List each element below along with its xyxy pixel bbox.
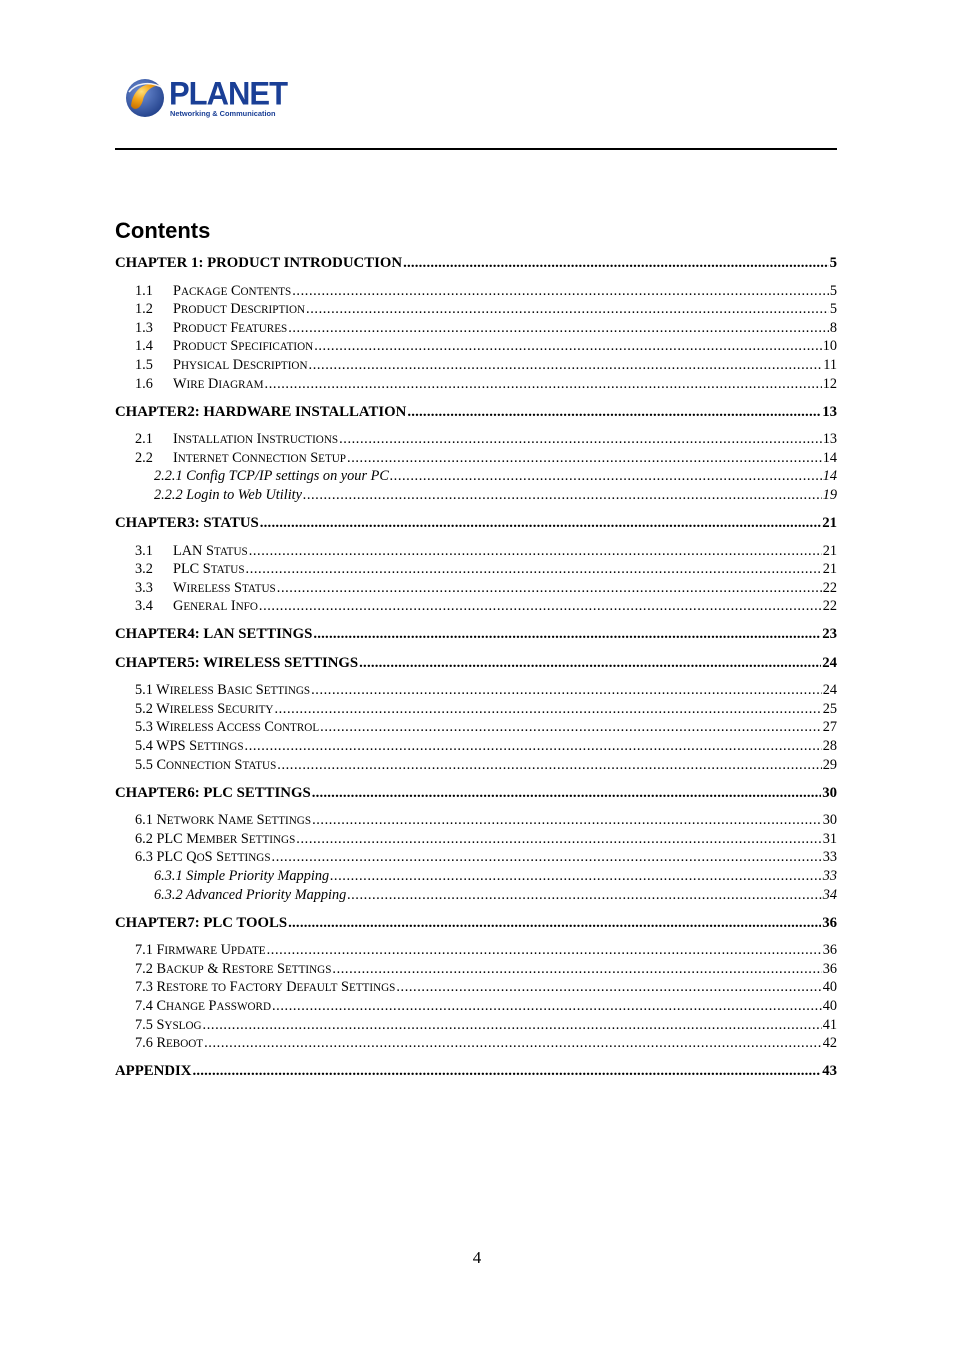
dot-leader — [274, 700, 821, 719]
toc-entry-label: CHAPTER2: HARDWARE INSTALLATION — [115, 403, 407, 420]
toc-section-entry[interactable] — [115, 756, 837, 775]
toc-page-number: 41 — [822, 1016, 837, 1033]
toc-page-number: 22 — [822, 579, 837, 596]
dot-leader — [249, 542, 822, 561]
toc-entry-label: CHAPTER3: STATUS — [115, 514, 259, 531]
toc-chapter-entry[interactable] — [115, 913, 837, 933]
toc-chapter-entry[interactable] — [115, 402, 837, 422]
toc-chapter-entry[interactable] — [115, 1061, 837, 1081]
dot-leader — [277, 756, 821, 775]
toc-page-number: 11 — [823, 356, 837, 373]
toc-chapter-entry[interactable] — [115, 783, 837, 803]
toc-chapter-entry[interactable] — [115, 513, 837, 533]
toc-section-entry[interactable] — [115, 700, 837, 719]
toc-entry-number: 3.1 — [135, 542, 153, 559]
toc-entry-number: 1.1 — [135, 282, 153, 299]
dot-leader — [339, 430, 822, 449]
toc-section-entry[interactable] — [115, 542, 837, 561]
toc-section-entry[interactable] — [115, 978, 837, 997]
toc-page-number: 28 — [822, 738, 837, 755]
dot-leader — [260, 513, 821, 533]
toc-section-entry[interactable] — [115, 430, 837, 449]
toc-entry-number: 1.3 — [135, 319, 153, 336]
toc-page-number: 43 — [822, 1063, 837, 1080]
toc-section-entry[interactable] — [115, 737, 837, 756]
toc-entry-label: 5.2 WIRELESS SECURITY — [135, 700, 274, 717]
toc-chapter-entry[interactable] — [115, 253, 837, 273]
toc-page-number: 27 — [822, 719, 837, 736]
toc-entry-label: 6.2 PLC MEMBER SETTINGS — [135, 830, 296, 847]
toc-entry-label: PLC STATUS — [173, 561, 245, 578]
toc-section-entry[interactable] — [115, 560, 837, 579]
toc-entry-label: CHAPTER6: PLC SETTINGS — [115, 784, 311, 801]
toc-entry-label: 5.1 WIRELESS BASIC SETTINGS — [135, 682, 311, 699]
toc-entry-label: CHAPTER 1: PRODUCT INTRODUCTION — [115, 255, 403, 271]
toc-page-number: 33 — [822, 867, 837, 884]
toc-page-number: 22 — [822, 598, 837, 615]
toc-page-number: 24 — [822, 654, 837, 671]
toc-entry-label: PRODUCT DESCRIPTION — [173, 301, 306, 318]
toc-entry-number: 1.4 — [135, 338, 153, 355]
dot-leader — [403, 253, 829, 273]
toc-chapter-entry[interactable] — [115, 653, 837, 673]
toc-page-number: 42 — [822, 1035, 837, 1052]
toc-page-number: 36 — [822, 960, 837, 977]
toc-page-number: 36 — [822, 914, 837, 931]
toc-page-number: 34 — [822, 886, 837, 903]
toc-page-number: 5 — [829, 282, 837, 299]
toc-section-entry[interactable] — [115, 282, 837, 301]
dot-leader — [267, 941, 822, 960]
toc-entry-label: 6.3.2 Advanced Priority Mapping — [154, 886, 347, 903]
dot-leader — [320, 718, 822, 737]
dot-leader — [359, 653, 821, 673]
toc-page-number: 8 — [829, 319, 837, 336]
dot-leader — [312, 783, 822, 803]
toc-section-entry[interactable] — [115, 960, 837, 979]
table-of-contents — [115, 253, 837, 1081]
toc-entry-label: WIRE DIAGRAM — [173, 375, 264, 392]
toc-entry-label: INTERNET CONNECTION SETUP — [173, 449, 347, 466]
dot-leader — [314, 337, 822, 356]
toc-section-entry[interactable] — [115, 319, 837, 338]
dot-leader — [313, 624, 821, 644]
toc-entry-label: 7.3 RESTORE TO FACTORY DEFAULT SETTINGS — [135, 979, 396, 996]
toc-entry-label: GENERAL INFO — [173, 598, 258, 615]
toc-entry-label: 7.2 BACKUP & RESTORE SETTINGS — [135, 960, 332, 977]
toc-section-entry[interactable] — [115, 1016, 837, 1035]
toc-page-number: 31 — [822, 830, 837, 847]
toc-page-number: 10 — [822, 338, 837, 355]
toc-entry-label: 2.2.1 Config TCP/IP settings on your PC — [154, 468, 389, 485]
toc-entry-label: CHAPTER5: WIRELESS SETTINGS — [115, 654, 359, 671]
toc-entry-label: 6.3.1 Simple Priority Mapping — [154, 867, 330, 884]
dot-leader — [245, 737, 822, 756]
toc-entry-label: 5.3 WIRELESS ACCESS CONTROL — [135, 719, 320, 736]
toc-entry-label: CHAPTER4: LAN SETTINGS — [115, 626, 313, 643]
dot-leader — [265, 375, 822, 394]
dot-leader — [332, 960, 821, 979]
toc-entry-number: 3.4 — [135, 598, 153, 615]
logo-tagline: Networking & Communication — [170, 109, 276, 118]
toc-page-number: 13 — [822, 403, 837, 420]
toc-page-number: 24 — [822, 682, 837, 699]
dot-leader — [330, 867, 822, 886]
toc-section-entry[interactable] — [115, 941, 837, 960]
logo-wordmark: PLANET — [169, 74, 287, 112]
toc-entry-label: APPENDIX — [115, 1063, 192, 1080]
toc-entry-label: 7.4 CHANGE PASSWORD — [135, 997, 271, 1014]
toc-entry-label: 2.2.2 Login to Web Utility — [154, 486, 303, 503]
toc-page-number: 36 — [822, 942, 837, 959]
toc-section-entry[interactable] — [115, 337, 837, 356]
toc-entry-label: 5.4 WPS SETTINGS — [135, 738, 244, 755]
dot-leader — [192, 1061, 821, 1081]
toc-section-entry[interactable] — [115, 718, 837, 737]
toc-entry-number: 3.2 — [135, 561, 153, 578]
dot-leader — [272, 848, 822, 867]
dot-leader — [259, 597, 822, 616]
toc-entry-label: PRODUCT FEATURES — [173, 319, 288, 336]
toc-subsection-entry[interactable] — [115, 486, 837, 505]
toc-entry-label: 5.5 CONNECTION STATUS — [135, 756, 277, 773]
dot-leader — [292, 282, 829, 301]
toc-page-number: 21 — [822, 561, 837, 578]
toc-section-entry[interactable] — [115, 375, 837, 394]
toc-entry-label: CHAPTER7: PLC TOOLS — [115, 914, 288, 931]
toc-subsection-entry[interactable] — [115, 467, 837, 486]
dot-leader — [277, 579, 822, 598]
toc-page-number: 5 — [829, 301, 837, 318]
toc-page-number: 13 — [822, 431, 837, 448]
toc-entry-number: 2.2 — [135, 449, 153, 466]
toc-section-entry[interactable] — [115, 300, 837, 319]
toc-entry-label: WIRELESS STATUS — [173, 579, 276, 596]
toc-page-number: 33 — [822, 849, 837, 866]
toc-page-number: 29 — [822, 756, 837, 773]
toc-section-entry[interactable] — [115, 597, 837, 616]
page-number: 4 — [472, 1248, 482, 1267]
toc-entry-label: 7.1 FIRMWARE UPDATE — [135, 942, 266, 959]
dot-leader — [296, 830, 821, 849]
toc-entry-label: 6.1 NETWORK NAME SETTINGS — [135, 812, 312, 829]
dot-leader — [407, 402, 821, 422]
toc-section-entry[interactable] — [115, 1034, 837, 1053]
dot-leader — [396, 978, 821, 997]
planet-logo — [125, 76, 285, 120]
dot-leader — [312, 811, 822, 830]
toc-page-number: 30 — [822, 812, 837, 829]
toc-entry-number: 1.5 — [135, 356, 153, 373]
dot-leader — [288, 913, 821, 933]
toc-section-entry[interactable] — [115, 579, 837, 598]
dot-leader — [246, 560, 822, 579]
toc-entry-label: PACKAGE CONTENTS — [173, 282, 292, 299]
globe-icon — [125, 76, 165, 120]
toc-entry-number: 1.6 — [135, 375, 153, 392]
toc-page-number: 21 — [822, 514, 837, 531]
dot-leader — [204, 1034, 822, 1053]
dot-leader — [390, 467, 822, 486]
toc-page-number: 40 — [822, 979, 837, 996]
toc-entry-label: PHYSICAL DESCRIPTION — [173, 356, 308, 373]
toc-entry-label: LAN STATUS — [173, 542, 248, 559]
toc-subsection-entry[interactable] — [115, 867, 837, 886]
toc-section-entry[interactable] — [115, 356, 837, 375]
toc-subsection-entry[interactable] — [115, 886, 837, 905]
toc-section-entry[interactable] — [115, 811, 837, 830]
toc-page-number: 14 — [822, 449, 837, 466]
toc-section-entry[interactable] — [115, 848, 837, 867]
toc-page-number: 40 — [822, 997, 837, 1014]
toc-page-number: 23 — [822, 626, 837, 643]
toc-page-number: 12 — [822, 375, 837, 392]
toc-chapter-entry[interactable] — [115, 624, 837, 644]
toc-entry-label: 7.5 SYSLOG — [135, 1016, 202, 1033]
toc-page-number: 14 — [822, 468, 837, 485]
dot-leader — [347, 886, 821, 905]
dot-leader — [306, 300, 829, 319]
toc-page-number: 30 — [822, 784, 837, 801]
toc-page-number: 21 — [822, 542, 837, 559]
dot-leader — [272, 997, 822, 1016]
toc-entry-number: 3.3 — [135, 579, 153, 596]
dot-leader — [347, 449, 822, 468]
toc-entry-number: 1.2 — [135, 301, 153, 318]
toc-page-number: 5 — [829, 255, 837, 271]
toc-entry-label: PRODUCT SPECIFICATION — [173, 338, 314, 355]
toc-entry-number: 2.1 — [135, 431, 153, 448]
header-rule — [115, 148, 837, 150]
toc-section-entry[interactable] — [115, 997, 837, 1016]
toc-section-entry[interactable] — [115, 681, 837, 700]
toc-page-number: 19 — [822, 486, 837, 503]
dot-leader — [309, 356, 823, 375]
toc-section-entry[interactable] — [115, 449, 837, 468]
toc-section-entry[interactable] — [115, 830, 837, 849]
toc-entry-label: 6.3 PLC QOS SETTINGS — [135, 849, 271, 866]
page-title: Contents — [115, 218, 211, 243]
toc-page-number: 25 — [822, 700, 837, 717]
dot-leader — [311, 681, 822, 700]
dot-leader — [303, 486, 822, 505]
dot-leader — [288, 319, 829, 338]
toc-entry-label: INSTALLATION INSTRUCTIONS — [173, 431, 339, 448]
dot-leader — [203, 1016, 822, 1035]
toc-entry-label: 7.6 REBOOT — [135, 1035, 204, 1052]
